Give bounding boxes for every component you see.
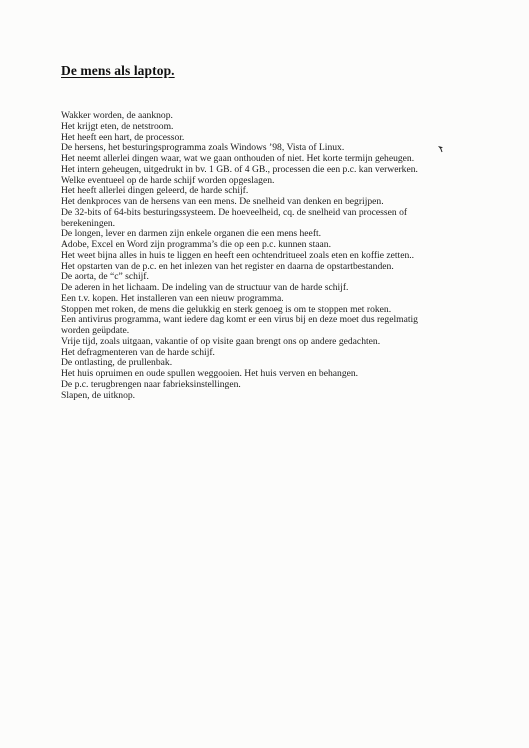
text-line: Het defragmenteren van de harde schijf. [61, 346, 215, 358]
text-line: Welke eventueel op de harde schijf worden opgeslagen. [61, 174, 275, 186]
text-line: Stoppen met roken, de mens die gelukkig en sterk genoeg is om te stoppen met roken. [61, 303, 392, 315]
text-line: berekeningen. [61, 217, 116, 229]
text-line: De ontlasting, de prullenbak. [61, 357, 173, 369]
text-line: De 32-bits of 64-bits besturingssysteem. De hoeveelheid, cq. de snelheid van processen of [61, 206, 408, 218]
text-line: De aorta, de “c” schijf. [61, 271, 149, 283]
text-line: Het neemt allerlei dingen waar, wat we gaan onthouden of niet. Het korte termijn geheugen. [61, 153, 415, 164]
text-line: Een t.v. kopen. Het installeren van een nieuw programma. [61, 292, 284, 304]
text-line: Het intern geheugen, uitgedrukt in bv. 1 GB. of 4 GB., processen die een p.c. kan verwerken. [61, 163, 418, 175]
document-body [61, 111, 471, 401]
text-line: Het heeft allerlei dingen geleerd, de harde schijf. [61, 185, 249, 197]
text-line: De longen, lever en darmen zijn enkele organen die een mens heeft. [61, 228, 322, 240]
document-title: De mens als laptop. [61, 63, 175, 78]
text-line: Het krijgt eten, de netstroom. [61, 120, 174, 132]
text-line: Vrije tijd, zoals uitgaan, vakantie of op visite gaan brengt ons op andere gedachten. [61, 335, 381, 347]
text-line: Adobe, Excel en Word zijn programma’s die op een p.c. kunnen staan. [61, 239, 331, 250]
text-line: Het denkproces van de hersens van een mens. De snelheid van denken en begrijpen. [61, 196, 384, 207]
text-line: De hersens, het besturingsprogramma zoals Windows ’98, Vista of Linux. [61, 142, 345, 154]
text-line: Het weet bijna alles in huis te liggen en heeft een ochtendritueel zoals eten en koffie zetten.. [61, 249, 415, 261]
text-line: De aderen in het lichaam. De indeling van de structuur van de harde schijf. [61, 282, 349, 293]
text-line: Het opstarten van de p.c. en het inlezen van het register en daarna de opstartbestanden. [61, 260, 394, 272]
text-line: Het huis opruimen en oude spullen weggooien. Het huis verven en behangen. [61, 368, 359, 379]
text-line: worden geüpdate. [61, 325, 130, 336]
text-line: Wakker worden, de aanknop. [61, 110, 173, 121]
text-line: Het heeft een hart, de processor. [61, 131, 185, 143]
text-line: De p.c. terugbrengen naar fabrieksinstellingen. [61, 378, 241, 390]
text-line: Een antivirus programma, want iedere dag komt er een virus bij en deze moet dus regelmatig [61, 314, 418, 326]
text-line: Slapen, de uitknop. [61, 389, 136, 401]
